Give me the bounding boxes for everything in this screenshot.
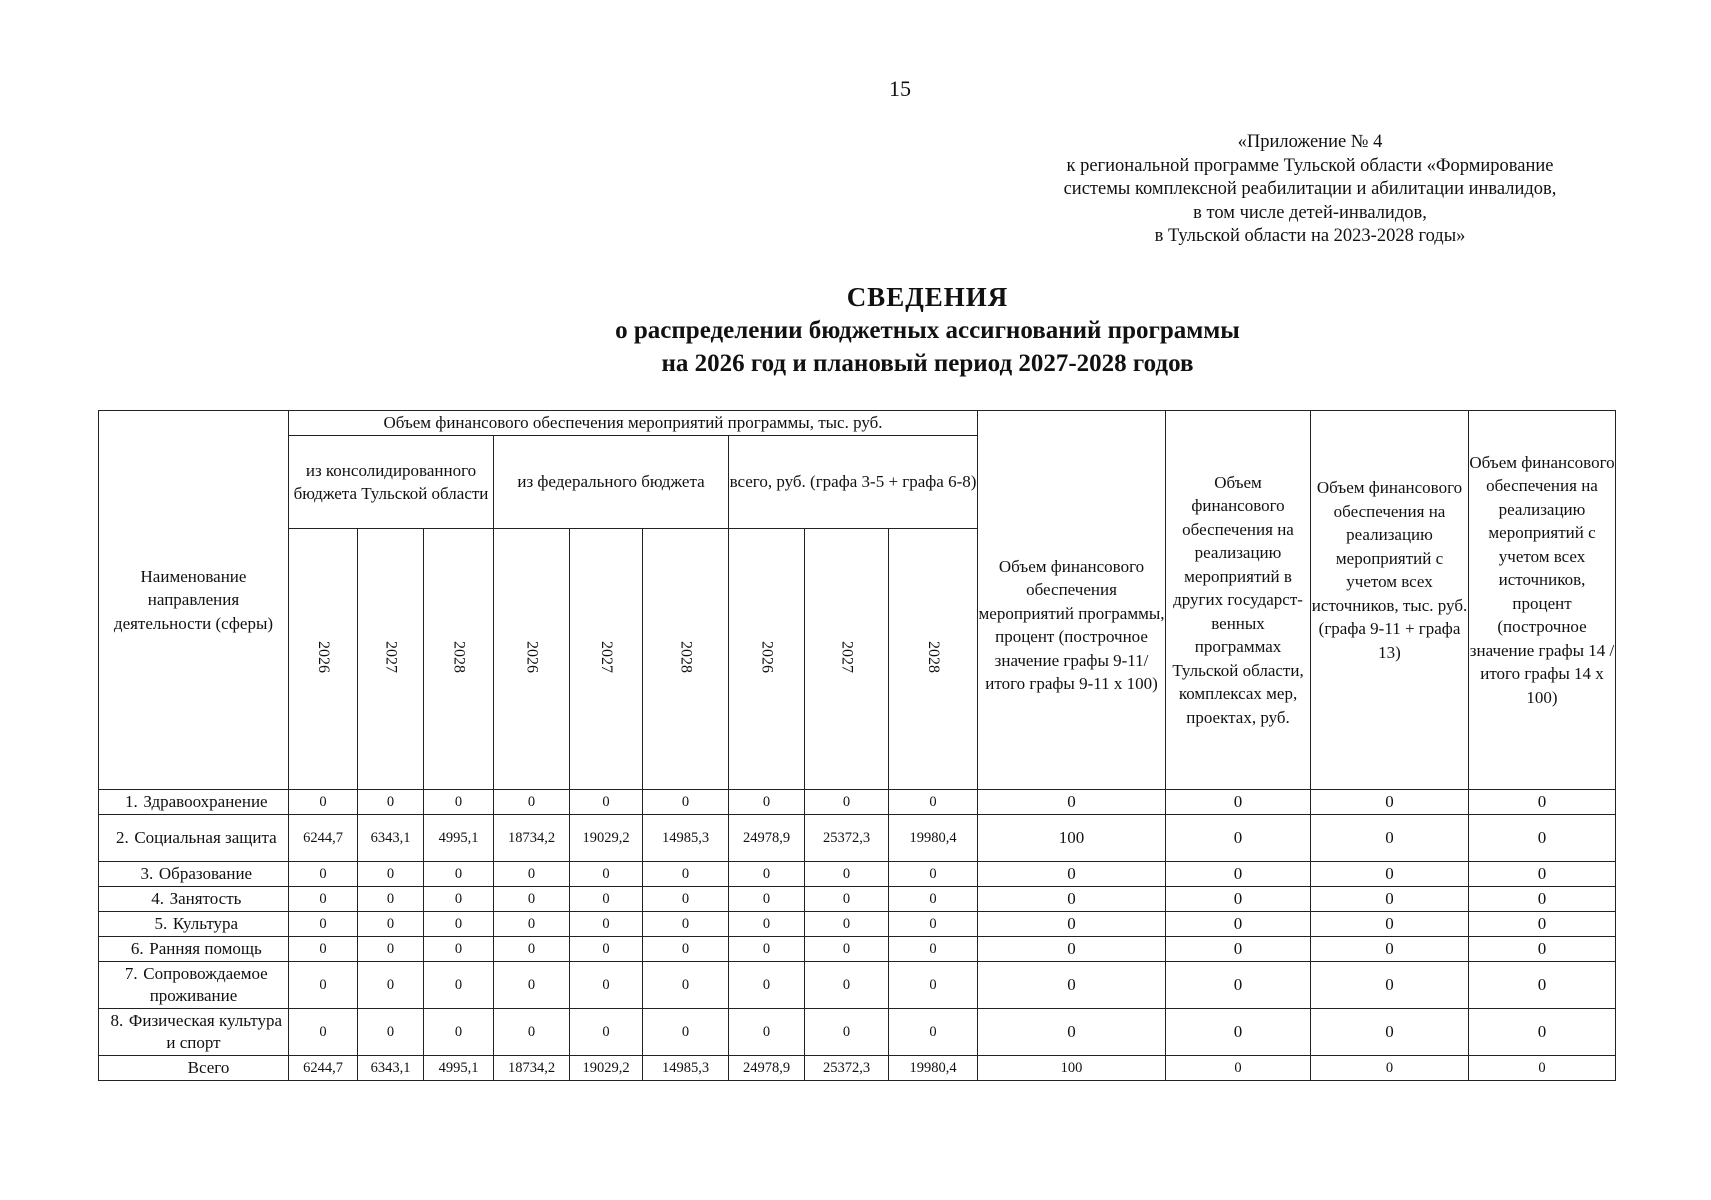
budget-table [98,410,1616,1081]
row-name: Здравоохранение [143,792,268,811]
table-cell: 0 [889,937,978,962]
table-cell: 0 [358,790,424,815]
table-cell: 0 [889,962,978,1009]
table-cell: 0 [1166,912,1311,937]
row-label [99,887,289,912]
table-cell: 0 [805,937,889,962]
header-federal: из федерального бюджета [494,436,729,529]
total-cell: 6343,1 [358,1056,424,1081]
row-name: Сопровождаемое проживание [143,964,268,1005]
total-row [99,1056,1616,1081]
table-cell: 0 [424,962,494,1009]
table-cell: 0 [1311,1009,1469,1056]
table-cell: 0 [424,862,494,887]
page-number: 15 [889,76,911,101]
table-cell: 0 [424,887,494,912]
table-cell: 0 [805,912,889,937]
row-name: Ранняя помощь [149,939,262,958]
table-cell: 0 [978,887,1166,912]
table-cell: 0 [570,862,643,887]
table-cell: 0 [1311,790,1469,815]
total-cell: 0 [1311,1056,1469,1081]
table-cell: 0 [889,862,978,887]
total-label: Всего [99,1056,289,1081]
table-cell: 0 [424,937,494,962]
table-cell: 0 [978,790,1166,815]
table-cell: 0 [358,862,424,887]
table-cell: 0 [424,790,494,815]
table-cell: 0 [1311,887,1469,912]
row-label [99,790,289,815]
header-all-sources-percent: Объем финансового обеспечения на реализацию мероприятий с учетом всех источников, процент (построчное значение графы 14 / итого графы 14 х 100) [1469,411,1616,790]
header-volume-group: Объем финансового обеспечения мероприятий программы, тыс. руб. [289,411,978,436]
table-cell: 25372,3 [805,815,889,862]
year-header: 2028 [424,529,494,790]
table-cell: 0 [805,862,889,887]
table-cell: 0 [978,912,1166,937]
row-number: 8. [110,1011,124,1030]
table-cell: 0 [289,937,358,962]
table-cell: 0 [729,912,805,937]
table-cell: 0 [729,862,805,887]
appendix-line-4: в том числе детей-инвалидов, [1193,202,1427,223]
total-cell: 19980,4 [889,1056,978,1081]
year-header: 2026 [289,529,358,790]
total-cell: 18734,2 [494,1056,570,1081]
year-header: 2028 [643,529,729,790]
table-cell: 6244,7 [289,815,358,862]
table-cell: 0 [1469,962,1616,1009]
table-cell: 0 [570,887,643,912]
table-cell: 0 [494,790,570,815]
table-row [99,912,1616,937]
table-cell: 0 [358,912,424,937]
table-cell: 0 [978,1009,1166,1056]
row-name: Культура [172,914,239,933]
title-main: СВЕДЕНИЯ [846,282,1009,312]
table-row [99,1009,1616,1056]
table-cell: 0 [494,962,570,1009]
header-name: Наименование направления деятельности (сферы) [99,411,289,790]
table-cell: 0 [289,887,358,912]
table-cell: 0 [1166,937,1311,962]
table-row [99,962,1616,1009]
table-cell: 0 [1166,862,1311,887]
table-cell: 0 [978,937,1166,962]
table-cell: 0 [1166,962,1311,1009]
table-cell: 14985,3 [643,815,729,862]
table-cell: 0 [805,790,889,815]
table-cell: 100 [978,815,1166,862]
table-cell: 4995,1 [424,815,494,862]
table-cell: 0 [805,887,889,912]
table-cell: 0 [424,1009,494,1056]
header-other-programs: Объем финансового обеспечения на реализацию мероприятий в других государст-венных программах Тульской области, комплексах мер, проектах, руб. [1166,411,1311,790]
year-header: 2027 [570,529,643,790]
table-row [99,937,1616,962]
document-title [0,280,1711,380]
header-total-rub: всего, руб. (графа 3-5 + графа 6-8) [729,436,978,529]
table-cell: 0 [358,1009,424,1056]
table-cell: 0 [570,937,643,962]
row-label [99,1009,289,1056]
year-header: 2027 [358,529,424,790]
appendix-line-1: «Приложение № 4 [1237,132,1383,152]
table-row [99,887,1616,912]
total-cell: 0 [1469,1056,1616,1081]
year-header: 2026 [494,529,570,790]
table-cell: 0 [289,912,358,937]
table-cell: 24978,9 [729,815,805,862]
table-cell: 0 [494,937,570,962]
table-cell: 0 [1311,937,1469,962]
table-cell: 0 [1469,912,1616,937]
table-cell: 0 [494,887,570,912]
table-row [99,790,1616,815]
table-cell: 0 [729,1009,805,1056]
row-number: 7. [124,964,138,983]
total-cell: 100 [978,1056,1166,1081]
table-cell: 0 [1311,862,1469,887]
table-cell: 0 [889,790,978,815]
appendix-line-3: системы комплексной реабилитации и абилитации инвалидов, [1063,179,1557,199]
row-label [99,862,289,887]
table-cell: 0 [1469,887,1616,912]
table-cell: 0 [643,862,729,887]
total-cell: 4995,1 [424,1056,494,1081]
table-cell: 0 [358,937,424,962]
total-cell: 25372,3 [805,1056,889,1081]
table-cell: 0 [643,912,729,937]
table-cell: 0 [424,912,494,937]
row-name: Социальная защита [134,828,277,847]
table-cell: 0 [1166,790,1311,815]
table-row [99,815,1616,862]
total-cell: 14985,3 [643,1056,729,1081]
table-cell: 6343,1 [358,815,424,862]
table-cell: 0 [643,962,729,1009]
table-cell: 0 [643,887,729,912]
table-cell: 0 [643,937,729,962]
table-cell: 0 [1311,912,1469,937]
table-cell: 0 [570,790,643,815]
row-name: Занятость [169,889,242,908]
table-cell: 0 [289,962,358,1009]
table-cell: 0 [1166,1009,1311,1056]
table-cell: 0 [1469,937,1616,962]
total-cell: 24978,9 [729,1056,805,1081]
table-cell: 0 [1469,815,1616,862]
table-cell: 0 [978,862,1166,887]
table-cell: 19029,2 [570,815,643,862]
table-row [99,862,1616,887]
table-cell: 0 [1166,887,1311,912]
row-name: Образование [158,864,253,883]
row-label [99,937,289,962]
table-cell: 0 [643,1009,729,1056]
table-cell: 0 [1469,862,1616,887]
appendix-note [900,131,1711,249]
table-cell: 0 [1311,815,1469,862]
table-cell: 0 [289,862,358,887]
table-cell: 0 [729,962,805,1009]
table-cell: 0 [889,912,978,937]
table-cell: 0 [729,937,805,962]
row-number: 6. [130,939,144,958]
row-number: 4. [151,889,164,908]
table-cell: 0 [1311,962,1469,1009]
year-header: 2026 [729,529,805,790]
table-cell: 0 [643,790,729,815]
year-header: 2027 [805,529,889,790]
table-cell: 0 [978,962,1166,1009]
row-number: 3. [140,864,154,883]
table-cell: 0 [889,887,978,912]
total-cell: 0 [1166,1056,1311,1081]
table-cell: 0 [805,1009,889,1056]
table-cell: 0 [1166,815,1311,862]
table-cell: 0 [358,887,424,912]
title-line-3: на 2026 год и плановый период 2027-2028 годов [661,350,1194,377]
total-cell: 6244,7 [289,1056,358,1081]
table-cell: 0 [494,912,570,937]
table-cell: 18734,2 [494,815,570,862]
appendix-line-2: к региональной программе Тульской области «Формирование [1066,155,1554,176]
year-header: 2028 [889,529,978,790]
table-cell: 0 [805,962,889,1009]
table-cell: 0 [1469,790,1616,815]
table-cell: 0 [1469,1009,1616,1056]
table-cell: 0 [570,962,643,1009]
table-cell: 0 [570,1009,643,1056]
table-cell: 0 [289,790,358,815]
table-cell: 0 [570,912,643,937]
title-line-2: о распределении бюджетных ассигнований программы [615,317,1240,344]
row-number: 1. [125,792,138,811]
appendix-line-5: в Тульской области на 2023-2028 годы» [1154,226,1466,246]
row-label [99,912,289,937]
table-cell: 0 [289,1009,358,1056]
total-cell: 19029,2 [570,1056,643,1081]
table-cell: 0 [494,862,570,887]
table-cell: 0 [889,1009,978,1056]
row-number: 2. [115,828,129,847]
row-label [99,962,289,1009]
table-body [99,790,1616,1081]
header-percent: Объем финансового обеспечения мероприятий программы, процент (построчное значение графы 9-11/ итого графы 9-11 х 100) [978,411,1166,790]
table-cell: 0 [729,790,805,815]
header-consolidated: из консолидированного бюджета Тульской области [289,436,494,529]
table-cell: 19980,4 [889,815,978,862]
table-cell: 0 [358,962,424,1009]
row-label [99,815,289,862]
table-cell: 0 [494,1009,570,1056]
row-number: 5. [154,914,168,933]
table-cell: 0 [729,887,805,912]
row-name: Физическая культура и спорт [128,1011,283,1052]
header-all-sources: Объем финансового обеспечения на реализацию мероприятий с учетом всех источников, тыс. руб. (графа 9-11 + графа 13) [1311,411,1469,790]
